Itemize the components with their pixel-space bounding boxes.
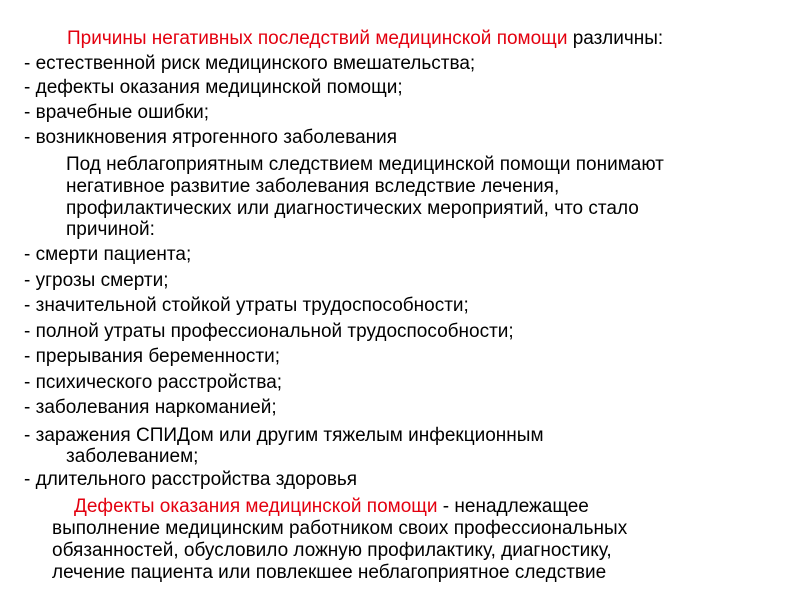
- consequence-item: - длительного расстройства здоровья: [24, 469, 358, 490]
- consequence-item: - угрозы смерти;: [24, 270, 169, 291]
- consequence-item: - заболевания наркоманией;: [24, 397, 277, 418]
- cause-item: - возникновения ятрогенного заболевания: [24, 127, 398, 148]
- heading: [67, 28, 663, 50]
- defects-line: обязанностей, обусловило ложную профилактику, диагностику,: [52, 540, 612, 561]
- definition-line: Под неблагоприятным следствием медицинской помощи понимают: [66, 154, 664, 175]
- consequence-item-continuation: заболеванием;: [66, 446, 199, 467]
- consequence-item: - значительной стойкой утраты трудоспособности;: [24, 295, 469, 316]
- consequence-item: - прерывания беременности;: [24, 346, 281, 367]
- definition-line: негативное развитие заболевания вследствие лечения,: [66, 176, 560, 197]
- defects-line: выполнение медицинским работником своих профессиональных: [52, 518, 628, 539]
- consequence-item: - заражения СПИДом или другим тяжелым инфекционным: [24, 425, 544, 446]
- cause-item: - естественной риск медицинского вмешательства;: [24, 53, 476, 74]
- consequence-item: - полной утраты профессиональной трудоспособности;: [24, 321, 514, 342]
- heading-black-text: различны:: [567, 28, 664, 49]
- consequence-item: - психического расстройства;: [24, 372, 283, 393]
- consequence-item: - смерти пациента;: [24, 244, 192, 265]
- defects-line: лечение пациента или повлекшее неблагоприятное следствие: [52, 562, 607, 583]
- cause-item: - врачебные ошибки;: [24, 102, 210, 123]
- defects-black-text: - ненадлежащее: [437, 496, 589, 517]
- defects-red-text: Дефекты оказания медицинской помощи: [74, 496, 438, 517]
- heading-red-text: Причины негативных последствий медицинской помощи: [67, 28, 568, 49]
- cause-item: - дефекты оказания медицинской помощи;: [24, 77, 403, 98]
- definition-line: причиной:: [66, 219, 155, 240]
- defects-first-line: [74, 496, 589, 518]
- definition-line: профилактических или диагностических мероприятий, что стало: [66, 198, 639, 219]
